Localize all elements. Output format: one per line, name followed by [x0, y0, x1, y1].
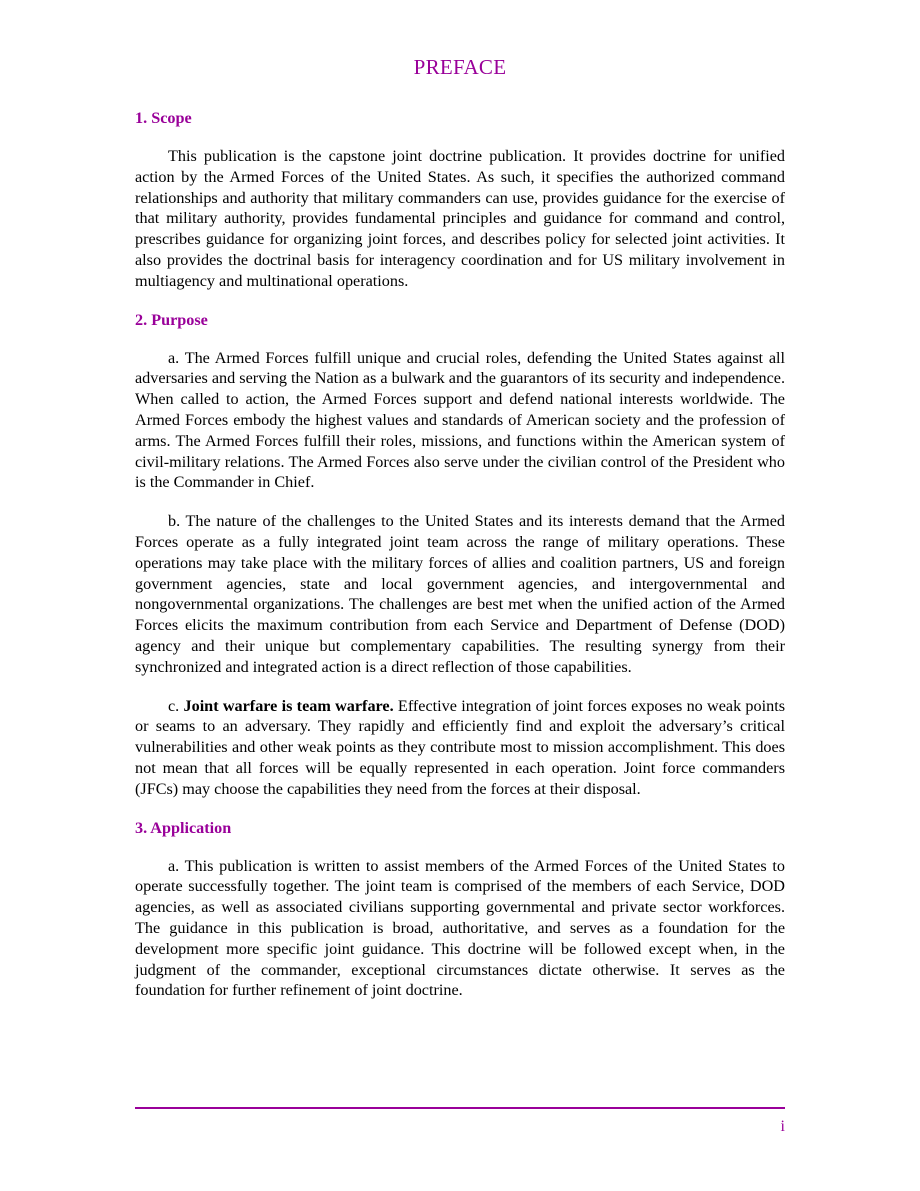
purpose-paragraph-b: b. The nature of the challenges to the United States and its interests demand that the Armed Forces operate as a fully integrated joint team across the range of military operations. These operations may take place with the military forces of allies and coalition partners, US and foreign government agencies, state and local government agencies, and intergovernmental and nongovernmental organizations. The challenges are best met when the unified action of the Armed Forces elicits the maximum contribution from each Service and Department of Defense (DOD) agency and their unique but complementary capabilities. The resulting synergy from their synchronized and integrated action is a direct reflection of those capabilities.: [135, 512, 785, 676]
section-heading-application: 3. Application: [135, 818, 232, 837]
document-body: [135, 108, 785, 1019]
purpose-paragraph-c: [135, 696, 785, 800]
page-title: PREFACE: [413, 55, 507, 79]
purpose-paragraph-a: a. The Armed Forces fulfill unique and crucial roles, defending the United States against all adversaries and serving the Nation as a bulwark and the guarantors of its security and independence. When called to action, the Armed Forces support and defend national interests worldwide. The Armed Forces embody the highest values and standards of American society and the profession of arms. The Armed Forces fulfill their roles, missions, and functions within the American system of civil-military relations. The Armed Forces also serve under the civilian control of the President who is the Commander in Chief.: [135, 348, 785, 492]
section-application: [135, 818, 785, 1002]
page-number: i: [780, 1118, 785, 1135]
purpose-c-text: Effective integration of joint forces exposes no weak points or seams to an adversary. They rapidly and efficiently find and exploit the adversary’s critical vulnerabilities and other weak points as they contribute most to mission accomplishment. This does not mean that all forces will be equally represented in each operation. Joint force commanders (JFCs) may choose the capabilities they need from the forces at their disposal.: [135, 696, 786, 798]
section-scope: [135, 108, 785, 292]
purpose-c-lead: Joint warfare is team warfare.: [183, 696, 394, 715]
document-page: [135, 0, 785, 1191]
scope-paragraph: This publication is the capstone joint doctrine publication. It provides doctrine for unified action by the Armed Forces of the United States. As such, it specifies the authorized command relationships and authority that military commanders can use, provides guidance for the exercise of that military authority, provides fundamental principles and guidance for command and control, prescribes guidance for organizing joint forces, and describes policy for selected joint activities. It also provides the doctrinal basis for interagency coordination and for US military involvement in multiagency and multinational operations.: [135, 147, 785, 290]
purpose-c-marker: c.: [168, 696, 184, 715]
footer-divider: [135, 1107, 785, 1109]
section-heading-scope: 1. Scope: [135, 109, 192, 127]
application-paragraph-a: a. This publication is written to assist members of the Armed Forces of the United States to operate successfully together. The joint team is comprised of the members of each Service, DOD agencies, as well as associated civilians supporting governmental and private sector workforces. The guidance in this publication is broad, authoritative, and serves as a foundation for the development more specific joint guidance. This doctrine will be followed except when, in the judgment of the commander, exceptional circumstances dictate otherwise. It serves as the foundation for further refinement of joint doctrine.: [135, 856, 785, 1000]
section-purpose: [135, 310, 785, 800]
section-heading-purpose: 2. Purpose: [135, 310, 208, 329]
